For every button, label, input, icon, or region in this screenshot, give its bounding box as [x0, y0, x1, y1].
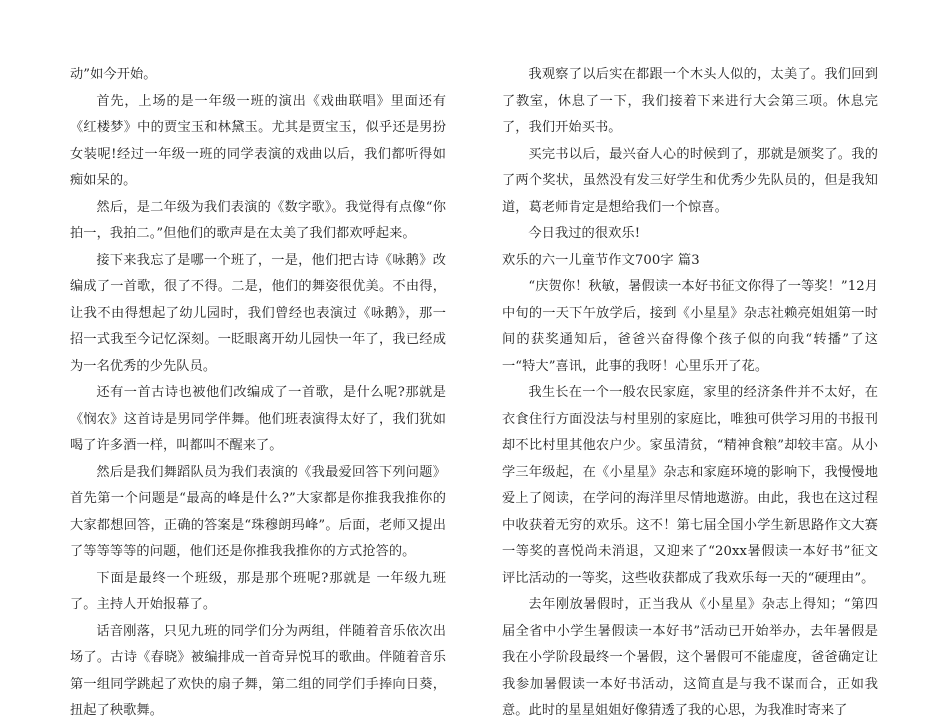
paragraph: 然后，是二年级为我们表演的《数字歌》。我觉得有点像“你拍一，我拍二。”但他们的歌声是在太美了我们都欢呼起来。: [70, 199, 446, 241]
paragraph: 然后是我们舞蹈队员为我们表演的《我最爱回答下列问题》首先第一个问题是“最高的峰是什么?”大家都是你推我我推你的大家都想回答，正确的答案是“珠穆朗玛峰”。后面，老师又提出了等等等等的问题，他们还是你推我我推你的方式抢答的。: [70, 464, 446, 559]
left-column: [70, 62, 446, 725]
paragraph: 我生长在一个一般农民家庭，家里的经济条件并不太好，在衣食住行方面没法与村里别的家庭比，唯独可供学习用的书报刊却不比村里其他农户少。家虽清贫，“精神食粮”却较丰富。从小学三年级起，在《小星星》杂志和家庭环境的影响下，我慢慢地爱上了阅读，在学问的海洋里尽情地遨游。由此，我也在这过程中收获着无穷的欢乐。这不！第七届全国小学生新思路作文大赛一等奖的喜悦尚未消退，又迎来了“20xx暑假读一本好书”征文评比活动的一等奖，这些收获都成了我欢乐每一天的“硬理由”。: [502, 385, 878, 586]
paragraph: 动”如今开始。: [70, 67, 157, 82]
paragraph: 话音刚落，只见九班的同学们分为两组，伴随着音乐依次出场了。古诗《春晓》被编排成一首奇异悦耳的歌曲。伴随着音乐第一组同学跳起了欢快的扇子舞，第二组的同学们手捧向日葵，扭起了秧歌舞。: [70, 623, 446, 718]
paragraph: 我观察了以后实在都跟一个木头人似的，太美了。我们回到了教室，休息了一下，我们接着下来进行大会第三项。休息完了，我们开始买书。: [502, 67, 878, 135]
paragraph: 去年刚放暑假时，正当我从《小星星》杂志上得知；“第四届全省中小学生暑假读一本好书”活动已开始举办，去年暑假是我在小学阶段最终一个暑假，这个暑假可不能虚度，爸爸确定让我参加暑假读一本好书活动，这简直是与我不谋而合，正如我意。此时的星星姐姐好像猜透了我的心思，为我准时寄来了: [502, 597, 878, 718]
right-column: [502, 62, 878, 725]
paragraph: 还有一首古诗也被他们改编成了一首歌，是什么呢?那就是《悯农》这首诗是男同学伴舞。他们班表演得太好了，我们犹如喝了许多酒一样，叫都叫不醒来了。: [70, 385, 446, 453]
paragraph: 首先，上场的是一年级一班的演出《戏曲联唱》里面还有《红楼梦》中的贾宝玉和林黛玉。尤其是贾宝玉，似乎还是男扮女装呢!经过一年级一班的同学表演的戏曲以后，我们都听得如痴如呆的。: [70, 93, 446, 188]
paragraph: 接下来我忘了是哪一个班了，一是，他们把古诗《咏鹅》改编成了一首歌，很了不得。二是，他们的舞姿很优美。不由得，让我不由得想起了幼儿园时，我们曾经也表演过《咏鹅》，那一招一式我至今记忆深刻。一眨眼离开幼儿园快一年了，我已经成为一名优秀的少先队员。: [70, 252, 446, 374]
paragraph: 今日我过的很欢乐!: [528, 226, 641, 241]
paragraph: 下面是最终一个班级，那是那个班呢?那就是 一年级九班了。主持人开始报幕了。: [70, 570, 446, 612]
section-heading: 欢乐的六一儿童节作文700字 篇3: [502, 252, 700, 268]
paragraph: 买完书以后，最兴奋人心的时候到了，那就是颁奖了。我的了两个奖状，虽然没有发三好学生和优秀少先队员的，但是我知道，葛老师肯定是想给我们一个惊喜。: [502, 146, 878, 215]
paragraph: “庆贺你！秋敏，暑假读一本好书征文你得了一等奖！”12月中旬的一天下午放学后，接到《小星星》杂志社赖亮姐姐第一时间的获奖通知后，爸爸兴奋得像个孩子似的向我“转播”了这一“特大”喜讯，此事的我呀！心里乐开了花。: [502, 279, 878, 374]
